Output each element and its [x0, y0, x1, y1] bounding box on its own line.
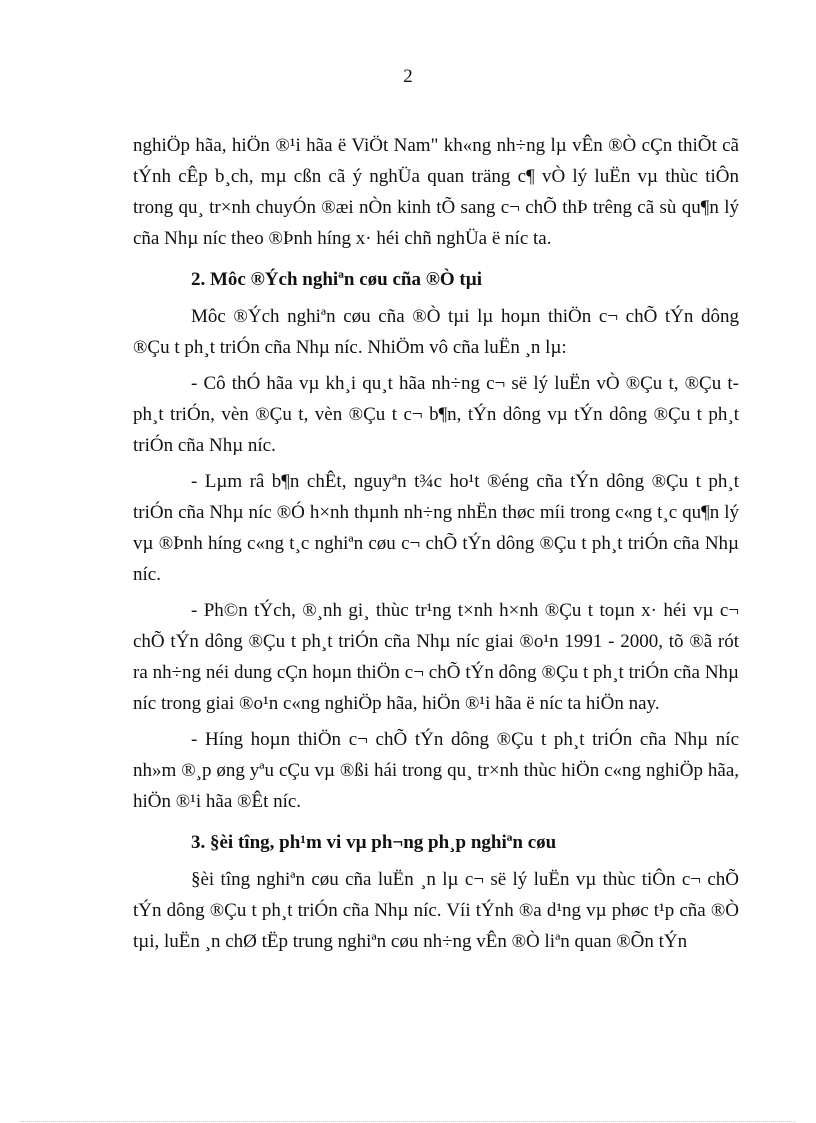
list-item-task-1: - Cô thÓ hãa vµ kh¸i qu¸t hãa nh÷ng c¬ së lý luËn vÒ ®Çu t, ®Çu t ph¸t triÓn, vèn ®Çu t, vèn ®Çu t c¬ b¶n, tÝn dông vµ tÝn dông ®Çu t ph¸t triÓn cña Nhµ níc.	[133, 373, 739, 456]
paragraph-scope: §èi tîng nghiªn cøu cña luËn ¸n lµ c¬ së lý luËn vµ thùc tiÔn c¬ chÕ tÝn dông ®Çu t ph¸t triÓn cña Nhµ níc. Víi tÝnh ®a d¹ng vµ phøc t¹p cña ®Ò tµi, luËn ¸n chØ tËp trung nghiªn cøu nh÷ng vÊn ®Ò liªn quan ®Õn tÝn	[133, 869, 739, 952]
list-item-task-4: - Híng hoµn thiÖn c¬ chÕ tÝn dông ®Çu t ph¸t triÓn cña Nhµ níc nh»m ®¸p øng yªu cÇu vµ ®ßi hái trong qu¸ tr×nh thùc hiÖn c«ng nghiÖp hãa, hiÖn ®¹i hãa ®Êt níc.	[133, 729, 739, 812]
heading-section-2: 2. Môc ®Ých nghiªn cøu cña ®Ò tµi	[191, 269, 482, 290]
page-bottom-divider	[20, 1121, 796, 1122]
list-item-task-3: - Ph©n tÝch, ®¸nh gi¸ thùc tr¹ng t×nh h×nh ®Çu t toµn x· héi vµ c¬ chÕ tÝn dông ®Çu t ph¸t triÓn cña Nhµ níc giai ®o¹n 1991 - 2000, tõ ®ã rót ra nh÷ng néi dung cÇn hoµn thiÖn c¬ chÕ tÝn dông ®Çu t ph¸t triÓn cña Nhµ níc trong giai ®o¹n c«ng nghiÖp hãa, hiÖn ®¹i hãa ë níc ta hiÖn nay.	[133, 600, 739, 714]
paragraph-continuation: nghiÖp hãa, hiÖn ®¹i hãa ë ViÖt Nam" kh«ng nh÷ng lµ vÊn ®Ò cÇn thiÕt cã tÝnh cÊp b¸ch, mµ cßn cã ý nghÜa quan träng c¶ vÒ lý luËn vµ thùc tiÔn trong qu¸ tr×nh chuyÓn ®æi nÒn kinh tÕ sang c¬ chÕ thÞ trêng cã sù qu¶n lý cña Nhµ níc theo ®Þnh híng x· héi chñ nghÜa ë níc ta.	[133, 135, 739, 249]
document-body	[133, 130, 739, 962]
paragraph-objective: Môc ®Ých nghiªn cøu cña ®Ò tµi lµ hoµn thiÖn c¬ chÕ tÝn dông ®Çu t ph¸t triÓn cña Nhµ níc. NhiÖm vô cña luËn ¸n lµ:	[133, 306, 739, 358]
heading-section-3: 3. §èi tîng, ph¹m vi vµ ph¬ng ph¸p nghiªn cøu	[191, 832, 557, 853]
list-item-task-2: - Lµm râ b¶n chÊt, nguyªn t¾c ho¹t ®éng cña tÝn dông ®Çu t ph¸t triÓn cña Nhµ níc ®Ó h×nh thµnh nh÷ng nhËn thøc míi trong c«ng t¸c qu¶n lý vµ ®Þnh híng c«ng t¸c nghiªn cøu c¬ chÕ tÝn dông ®Çu t ph¸t triÓn cña Nhµ níc.	[133, 471, 739, 585]
page-number: 2	[403, 66, 413, 87]
